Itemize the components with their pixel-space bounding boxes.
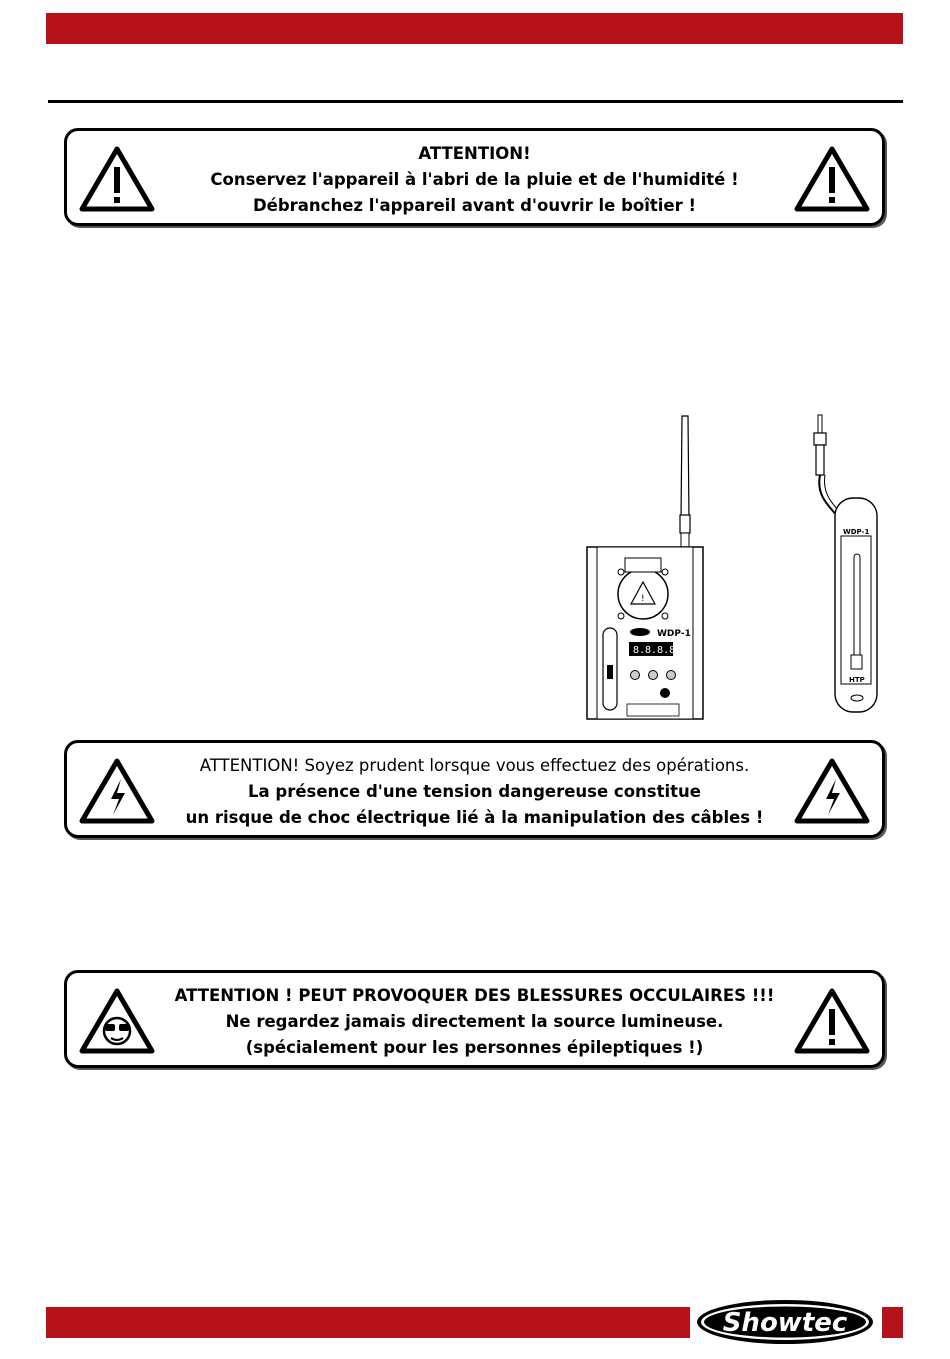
warning-line: Débranchez l'appareil avant d'ouvrir le boîtier ! <box>252 196 697 215</box>
exclamation-warning-icon <box>79 145 155 213</box>
warning-line: Conservez l'appareil à l'abri de la pluie et de l'humidité ! <box>210 170 739 189</box>
warning-line: ATTENTION! <box>418 144 531 163</box>
warning-line: (spécialement pour les personnes épileptiques !) <box>245 1038 704 1057</box>
electric-shock-warning-icon <box>79 757 155 825</box>
warning-box-electric <box>64 740 885 838</box>
remote-model-label: WDP-1 <box>843 528 870 536</box>
warning-box-moisture <box>64 128 885 226</box>
warning-text <box>167 141 782 219</box>
receiver-model-label: WDP-1 <box>657 629 691 639</box>
warning-line: ATTENTION! Soyez prudent lorsque vous effectuez des opérations. <box>199 756 750 775</box>
receiver-unit <box>587 547 703 719</box>
footer-bar <box>46 1307 690 1338</box>
eye-protection-warning-icon <box>79 987 155 1055</box>
remote-fader-unit <box>814 415 877 712</box>
warning-line: La présence d'une tension dangereuse constitue <box>247 782 701 801</box>
electric-shock-warning-icon <box>794 757 870 825</box>
footer-bar-end <box>882 1307 903 1338</box>
warning-line: un risque de choc électrique lié à la manipulation des câbles ! <box>185 808 764 827</box>
device-illustration <box>585 410 885 725</box>
logo-text: Showtec <box>722 1308 848 1338</box>
showtec-logo <box>695 1298 877 1346</box>
header-rule <box>48 100 903 103</box>
warning-line: Ne regardez jamais directement la source lumineuse. <box>225 1012 724 1031</box>
header-bar <box>46 13 903 44</box>
warning-text <box>167 753 782 831</box>
warning-box-eye-injury <box>64 970 885 1068</box>
receiver-display: 8.8.8.8 <box>633 645 676 656</box>
exclamation-warning-icon <box>794 145 870 213</box>
remote-fader-label: HTP <box>849 676 865 684</box>
antenna <box>680 416 690 547</box>
exclamation-warning-icon <box>794 987 870 1055</box>
svg-text:!: ! <box>641 594 645 604</box>
warning-line: ATTENTION ! PEUT PROVOQUER DES BLESSURES OCCULAIRES !!! <box>174 986 775 1005</box>
warning-text <box>167 983 782 1061</box>
